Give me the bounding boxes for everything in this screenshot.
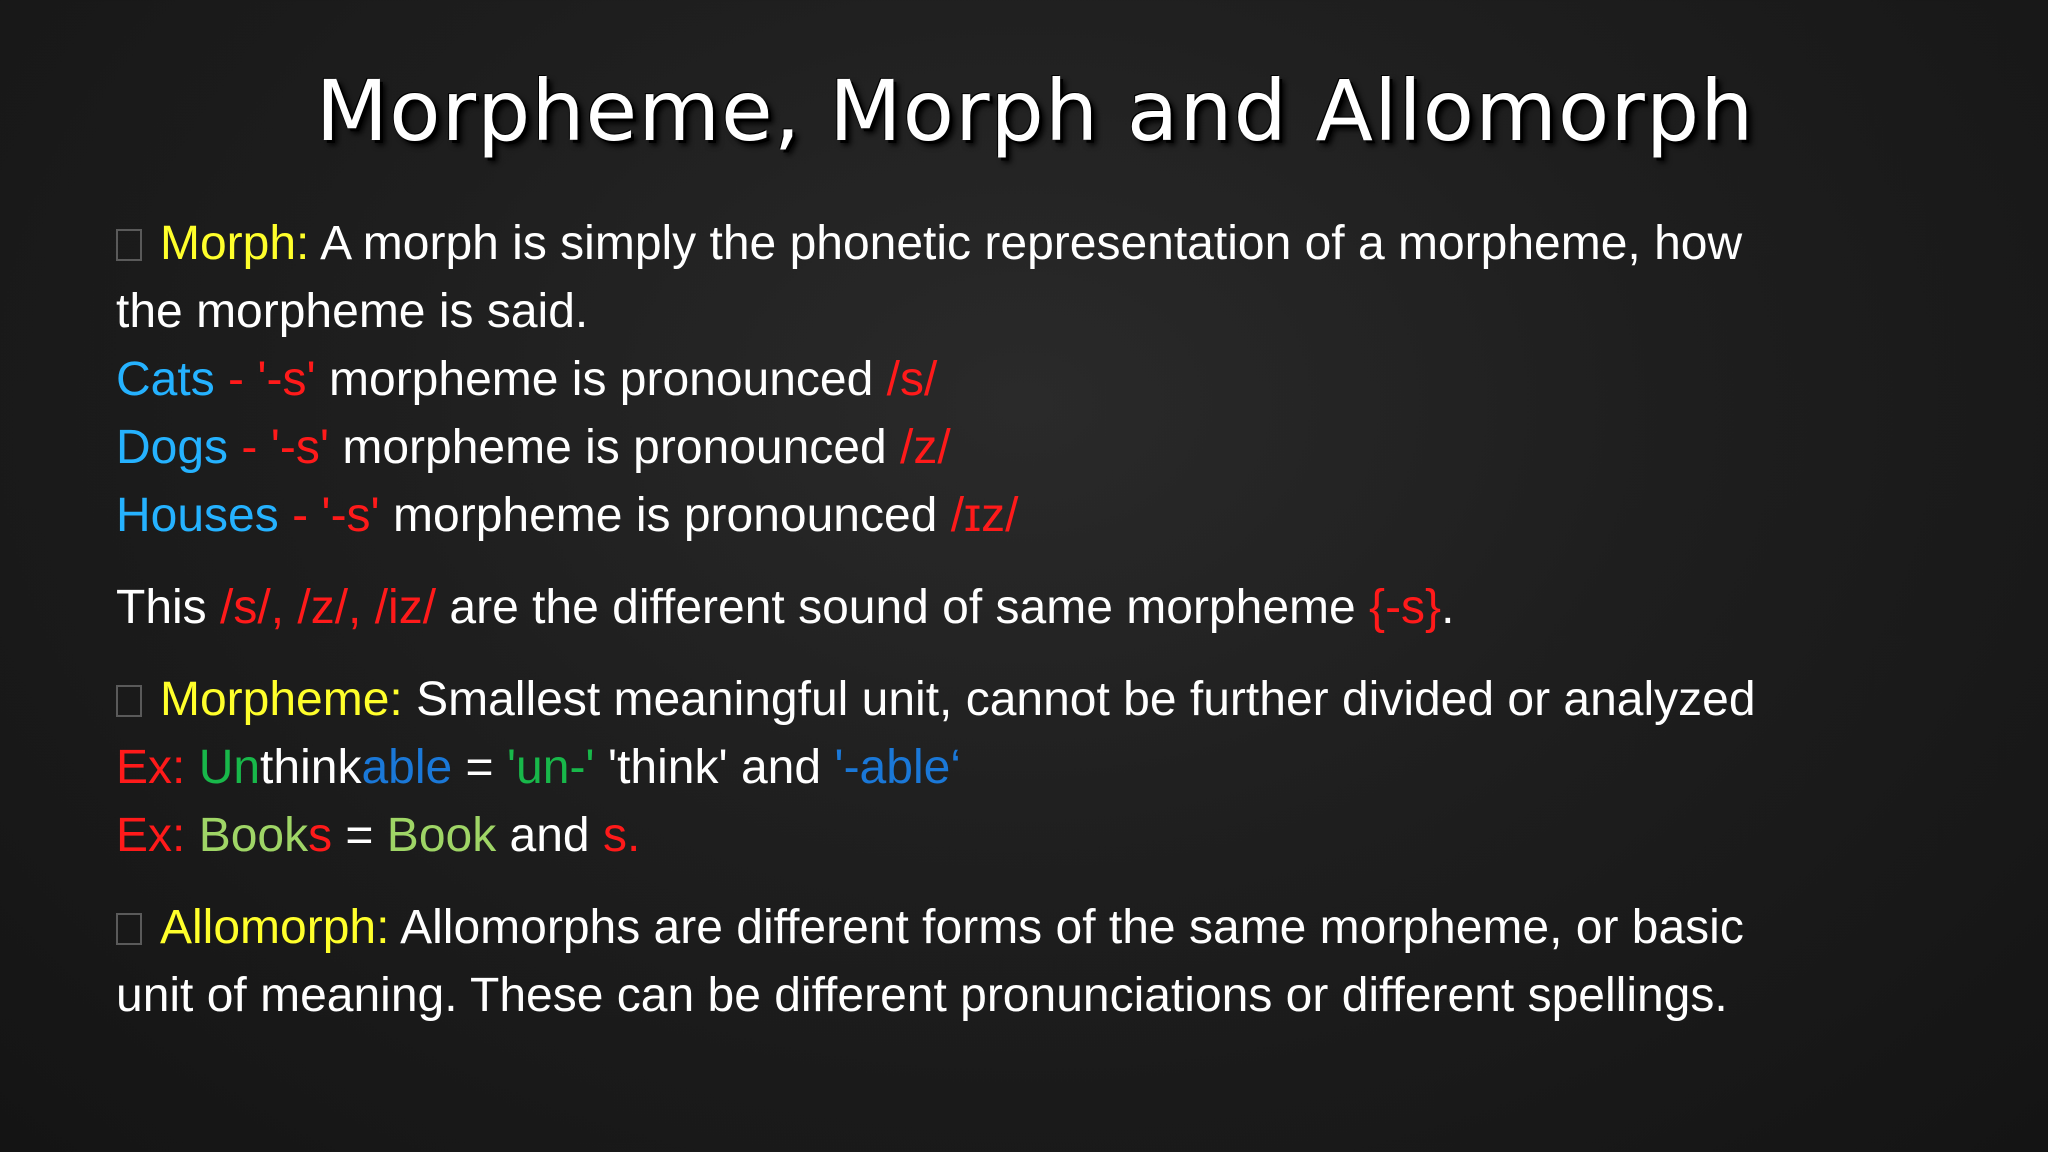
example-word: Cats	[116, 353, 215, 406]
summary-morpheme: {-s}	[1369, 581, 1442, 634]
example-sound: /ɪz/	[950, 489, 1019, 542]
summary-text: are the different sound of same morpheme	[436, 581, 1370, 634]
morpheme-example-books	[116, 802, 640, 870]
summary-period: .	[1441, 581, 1455, 634]
morpheme-definition-text: Smallest meaningful unit, cannot be further divided or analyzed	[402, 673, 1756, 726]
example-word: Dogs	[116, 421, 229, 474]
root-part: think	[260, 741, 362, 794]
example-label: Ex:	[116, 741, 199, 794]
example-suffix: '-s'	[270, 421, 330, 474]
example-label: Ex:	[116, 809, 199, 862]
morpheme-definition	[116, 666, 1756, 734]
morph-definition-line1	[116, 210, 1742, 278]
example-word: Houses	[116, 489, 279, 542]
example-dash: -	[278, 489, 322, 542]
morph-term: Morph:	[160, 217, 310, 270]
allomorph-term: Allomorph:	[160, 901, 390, 954]
quoted-suffix: '-able‘	[834, 741, 961, 794]
example-dash: -	[228, 421, 271, 474]
root-part: Book	[198, 809, 309, 862]
example-suffix: '-s'	[321, 489, 380, 542]
summary-text: This	[116, 581, 221, 634]
equals-sign: =	[452, 741, 507, 794]
hollow-square-bullet-icon	[116, 229, 142, 261]
example-text: morpheme is pronounced	[379, 489, 951, 542]
suffix-word: s.	[602, 809, 641, 862]
morph-definition: A morph is simply the phonetic representation of a morpheme, how	[309, 217, 1743, 270]
quoted-prefix: 'un-'	[506, 741, 595, 794]
prefix-part: Un	[198, 741, 261, 794]
example-dash: -	[214, 353, 258, 406]
example-sound: /z/	[900, 421, 951, 474]
allomorph-definition: Allomorphs are different forms of the same morpheme, or basic	[389, 901, 1744, 954]
example-sound: /s/	[886, 353, 938, 406]
suffix-part: s	[308, 809, 333, 862]
morph-example-dogs	[116, 414, 951, 482]
example-text: morpheme is pronounced	[315, 353, 887, 406]
morph-example-houses	[116, 482, 1018, 550]
suffix-part: able	[361, 741, 453, 794]
morph-summary	[116, 574, 1454, 642]
example-text: morpheme is pronounced	[329, 421, 901, 474]
and-text: and	[496, 809, 603, 862]
equals-sign: =	[332, 809, 387, 862]
slide-title: Morpheme, Morph and Allomorph	[315, 62, 1755, 160]
hollow-square-bullet-icon	[116, 685, 142, 717]
quoted-root: 'think' and	[594, 741, 835, 794]
summary-sounds: /s/, /z/, /iz/	[220, 581, 437, 634]
example-suffix: '-s'	[257, 353, 316, 406]
morph-definition-line2: the morpheme is said.	[116, 285, 589, 338]
hollow-square-bullet-icon	[116, 913, 142, 945]
allomorph-definition-line2: unit of meaning. These can be different pronunciations or different spellings.	[116, 969, 1728, 1022]
allomorph-definition-line1	[116, 894, 1744, 962]
root-word: Book	[386, 809, 497, 862]
morph-example-cats	[116, 346, 937, 414]
morpheme-example-unthinkable	[116, 734, 961, 802]
morpheme-term: Morpheme:	[160, 673, 403, 726]
